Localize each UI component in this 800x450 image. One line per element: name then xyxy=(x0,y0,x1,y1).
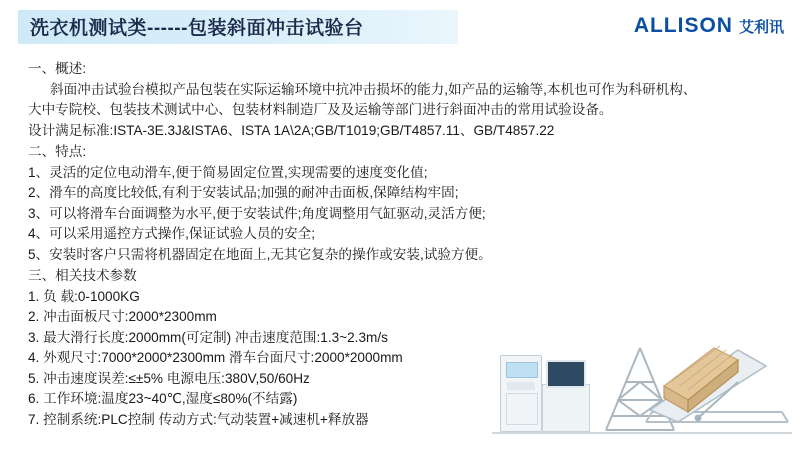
section-1-line-1: 斜面冲击试验台模拟产品包装在实际运输环境中抗冲击损坏的能力,如产品的运输等,本机也可作为科研机构、 xyxy=(50,81,697,97)
section-3-line-1: 1. 负 载:0-1000KG xyxy=(28,288,140,304)
control-cabinet-icon xyxy=(500,355,542,432)
section-heading-3: 三、相关技术参数 xyxy=(28,268,137,283)
machine-illustration xyxy=(492,312,792,442)
section-2-line-1: 1、灵活的定位电动滑车,便于简易固定位置,实现需要的速度变化值; xyxy=(28,164,428,180)
slide-header xyxy=(0,0,800,54)
section-heading-1: 一、概述: xyxy=(28,61,87,76)
section-1-line-2: 大中专院校、包装技术测试中心、包装材料制造厂及及运输等部门进行斜面冲击的常用试验设备。 xyxy=(28,102,613,117)
section-3-line-7: 7. 控制系统:PLC控制 传动方式:气动装置+减速机+释放器 xyxy=(28,411,369,427)
monitor-icon xyxy=(546,360,586,388)
section-3-line-4: 4. 外观尺寸:7000*2000*2300mm 滑车台面尺寸:2000*2000mm xyxy=(28,350,403,365)
cabinet-door-icon xyxy=(506,393,538,425)
section-3-line-6: 6. 工作环境:温度23~40℃,湿度≤80%(不结露) xyxy=(28,391,298,406)
section-3-line-2: 2. 冲击面板尺寸:2000*2300mm xyxy=(28,309,217,324)
page-title: 洗衣机测试类------包装斜面冲击试验台 xyxy=(30,18,364,39)
section-heading-2: 二、特点: xyxy=(28,144,87,159)
section-3-line-3: 3. 最大滑行长度:2000mm(可定制) 冲击速度范围:1.3~2.3m/s xyxy=(28,329,388,345)
floor-line xyxy=(492,432,792,434)
section-3-line-5: 5. 冲击速度误差:≤±5% 电源电压:380V,50/60Hz xyxy=(28,370,310,386)
section-2-line-4: 4、可以采用遥控方式操作,保证试验人员的安全; xyxy=(28,226,315,241)
logo-text-cn: 艾利讯 xyxy=(738,18,784,36)
section-2-line-2: 2、滑车的高度比较低,有利于安装试品;加强的耐冲击面板,保障结构牢固; xyxy=(28,185,459,200)
section-1-line-3: 设计满足标准:ISTA-3E.3J&ISTA6、ISTA 1A\2A;GB/T1019;GB/T4857.11、GB/T4857.22 xyxy=(28,122,555,138)
section-2-line-3: 3、可以将滑车台面调整为水平,便于安装试件;角度调整用气缸驱动,灵活方便; xyxy=(28,205,486,221)
company-logo xyxy=(634,14,784,38)
section-2-line-5: 5、安装时客户只需将机器固定在地面上,无其它复杂的操作或安装,试验方便。 xyxy=(28,246,492,262)
logo-text-en: ALLISON xyxy=(633,14,733,37)
inclined-plane-with-package-icon xyxy=(642,326,792,430)
cabinet-screen-icon xyxy=(506,362,538,378)
computer-desk-icon xyxy=(542,384,590,432)
cabinet-panel-icon xyxy=(507,382,535,390)
